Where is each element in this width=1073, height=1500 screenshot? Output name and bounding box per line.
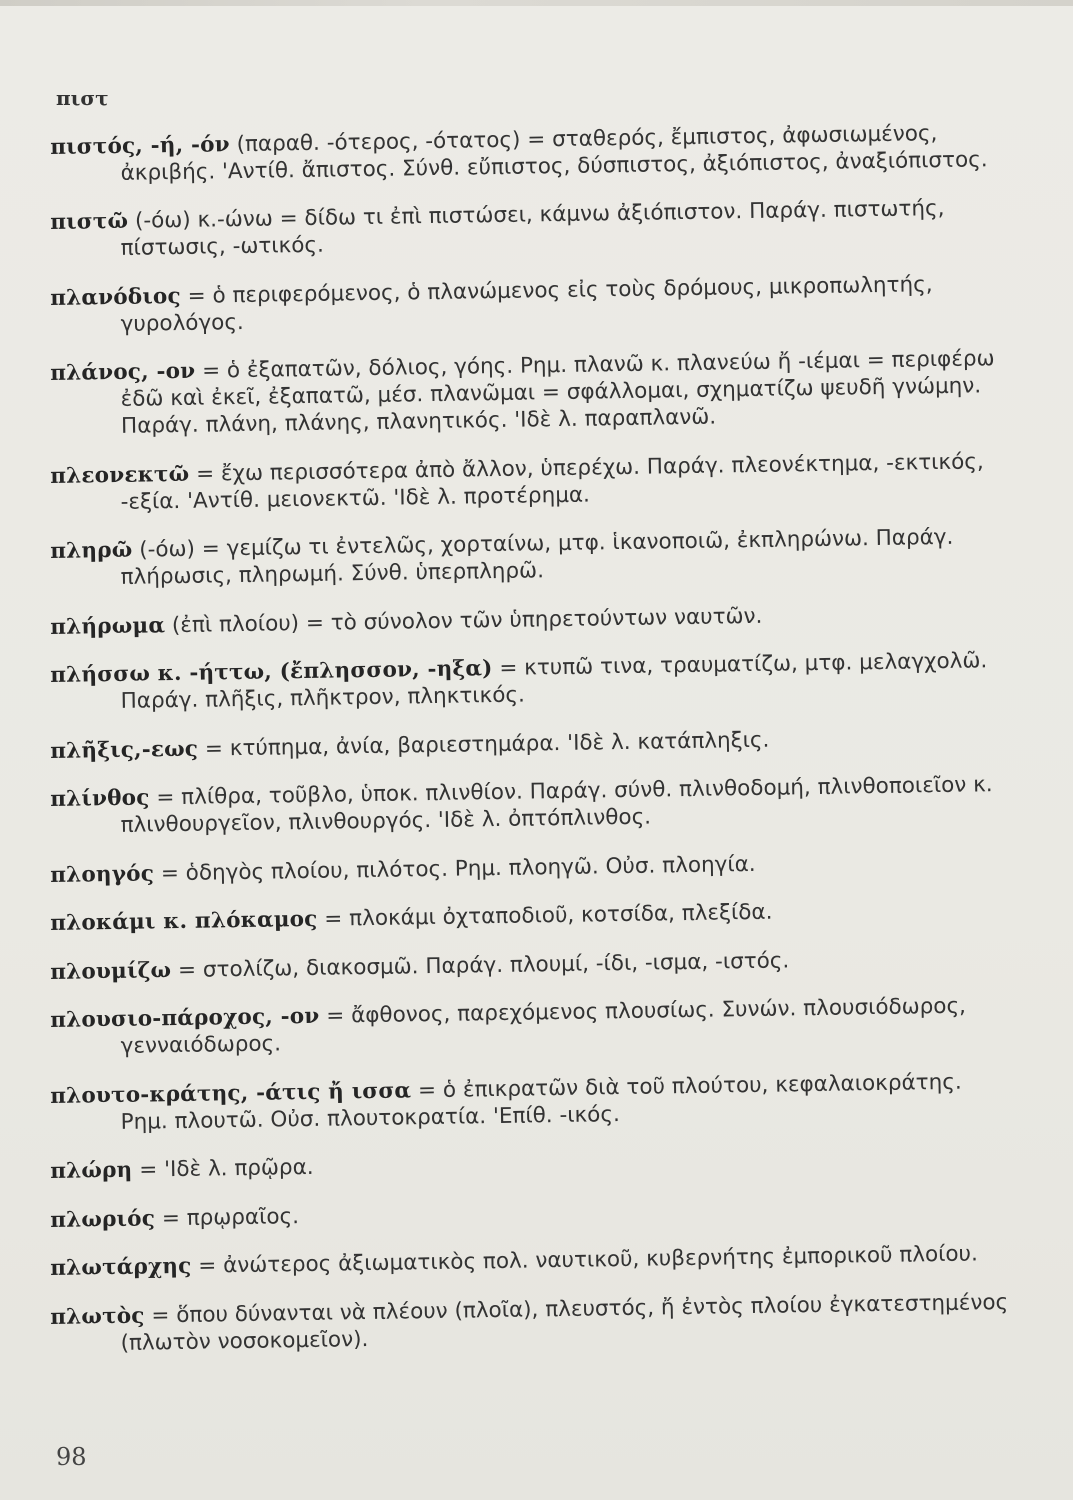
definition: = ὁ ἐπικρατῶν διὰ τοῦ πλούτου, κεφαλαιοκράτης. Ρημ. πλουτῶ. Οὐσ. πλουτοκρατία. 'Επίθ. -ικός. [120, 1069, 962, 1135]
dictionary-entry [50, 846, 1010, 888]
definition: (-όω) κ.-ώνω = δίδω τι ἐπὶ πιστώσει, κάμνω ἀξιόπιστον. Παράγ. πιστωτής, πίστωσις, -ωτικός. [120, 195, 945, 261]
dictionary-entry [50, 895, 1010, 937]
headword: πλανόδιος [50, 283, 181, 311]
page-top-edge [0, 0, 1073, 6]
dictionary-entry [50, 523, 1011, 592]
dictionary-entry [50, 943, 1010, 985]
dictionary-entry [50, 1191, 1010, 1233]
page-number: 98 [56, 1443, 87, 1471]
headword: πλοηγός [50, 860, 155, 888]
headword: πλήσσω κ. -ήττω, (ἔπλησσον, -ηξα) [50, 656, 493, 688]
definition: = 'Ιδὲ λ. πρῷρα. [139, 1154, 314, 1183]
headword: πληρῶ [50, 537, 133, 564]
dictionary-entry [50, 1143, 1010, 1185]
definition: = πλίθρα, τοῦβλο, ὑποκ. πλινθίον. Παράγ. σύνθ. πλινθοδομή, πλινθοποιεῖον κ. πλινθουργεῖον, πλινθουργός. 'Ιδὲ λ. ὀπτόπλινθος. [120, 772, 993, 838]
running-head: πιστ [56, 86, 109, 110]
headword: πλουμίζω [50, 957, 172, 985]
definition: = πρῳραῖος. [161, 1203, 300, 1231]
dictionary-entry [50, 1240, 1010, 1282]
headword: πλωτάρχης [50, 1253, 192, 1281]
dictionary-entry [50, 1288, 1011, 1357]
headword: πλήρωμα [50, 612, 166, 640]
headword: πλοκάμι κ. πλόκαμος [50, 906, 318, 936]
headword: πιστός, -ή, -όν [50, 131, 230, 160]
definition: = ὁ ἐξαπατῶν, δόλιος, γόης. Ρημ. πλανῶ κ. πλανεύω ἤ -ιέμαι = περιφέρω ἐδῶ καὶ ἐκεῖ, ἐξαπατῶ, μέσ. πλανῶμαι = σφάλλομαι, σχηματίζω ψευδῆ γνώμην. Παράγ. πλάνη, πλάνης, πλανητικός. 'Ιδὲ λ. παραπλανῶ. [120, 346, 995, 439]
definition: = ὁ περιφερόμενος, ὁ πλανώμενος εἰς τοὺς δρόμους, μικροπωλητής, γυρολόγος. [120, 271, 933, 337]
dictionary-entry [50, 194, 1011, 263]
definition: = ἀνώτερος ἀξιωματικὸς πολ. ναυτικοῦ, κυβερνήτης ἐμπορικοῦ πλοίου. [198, 1241, 979, 1279]
definition: (παραθ. -ότερος, -ότατος) = σταθερός, ἔμπιστος, ἀφωσιωμένος, ἀκριβής. 'Αντίθ. ἄπιστος. Σύνθ. εὔπιστος, δύσπιστος, ἀξιόπιστος, ἀναξιόπιστος. [120, 120, 988, 186]
definition: = ὁδηγὸς πλοίου, πιλότος. Ρημ. πλοηγῶ. Οὐσ. πλοηγία. [160, 851, 756, 886]
headword: πλουτο-κράτης, -άτις ἤ ισσα [50, 1077, 412, 1109]
headword: πλεονεκτῶ [50, 461, 190, 489]
definition: = κτυπῶ τινα, τραυματίζω, μτφ. μελαγχολῶ. Παράγ. πλῆξις, πλῆκτρον, πληκτικός. [120, 648, 988, 714]
definition: = ὅπου δύνανται νὰ πλέουν (πλοῖα), πλευστός, ἤ ἐντὸς πλοίου ἐγκατεστημένος (πλωτὸν νοσοκομεῖον). [120, 1289, 1009, 1356]
entry-list [50, 112, 1010, 1375]
headword: πιστῶ [50, 208, 129, 235]
dictionary-entry [50, 771, 1011, 840]
dictionary-entry [50, 118, 1011, 187]
definition: (ἐπὶ πλοίου) = τὸ σύνολον τῶν ὑπηρετούντων ναυτῶν. [171, 603, 763, 638]
headword: πλουσιο-πάροχος, -ον [50, 1003, 320, 1033]
definition: = κτύπημα, ἀνία, βαριεστημάρα. 'Ιδὲ λ. κατάπληξις. [204, 727, 770, 762]
dictionary-entry [50, 269, 1011, 338]
headword: πλάνος, -ον [50, 358, 196, 386]
dictionary-entry [50, 647, 1011, 716]
headword: πλωριός [50, 1205, 156, 1233]
headword: πλώρη [50, 1157, 133, 1184]
dictionary-entry [50, 447, 1011, 516]
definition: (-όω) = γεμίζω τι ἐντελῶς, χορταίνω, μτφ. ἱκανοποιῶ, ἐκπληρώνω. Παράγ. πλήρωσις, πληρωμή. Σύνθ. ὑπερπληρῶ. [120, 524, 954, 590]
headword: πλίνθος [50, 785, 150, 812]
headword: πλωτὸς [50, 1303, 145, 1330]
dictionary-entry [50, 598, 1010, 640]
definition: = στολίζω, διακοσμῶ. Παράγ. πλουμί, -ίδι, -ισμα, -ιστός. [177, 947, 790, 983]
headword: πλῆξις,-εως [50, 736, 199, 764]
definition: = ἄφθονος, παρεχόμενος πλουσίως. Συνών. πλουσιόδωρος, γενναιόδωρος. [120, 993, 967, 1059]
definition: = ἔχω περισσότερα ἀπὸ ἄλλον, ὑπερέχω. Παράγ. πλεονέκτημα, -εκτικός, -εξία. 'Αντίθ. μειονεκτῶ. 'Ιδὲ λ. προτέρημα. [120, 448, 984, 515]
dictionary-entry [50, 1067, 1011, 1136]
dictionary-entry [50, 992, 1011, 1061]
dictionary-entry [50, 345, 1011, 441]
definition: = πλοκάμι ὀχταποδιοῦ, κοτσίδα, πλεξίδα. [324, 899, 773, 932]
dictionary-entry [50, 722, 1010, 764]
